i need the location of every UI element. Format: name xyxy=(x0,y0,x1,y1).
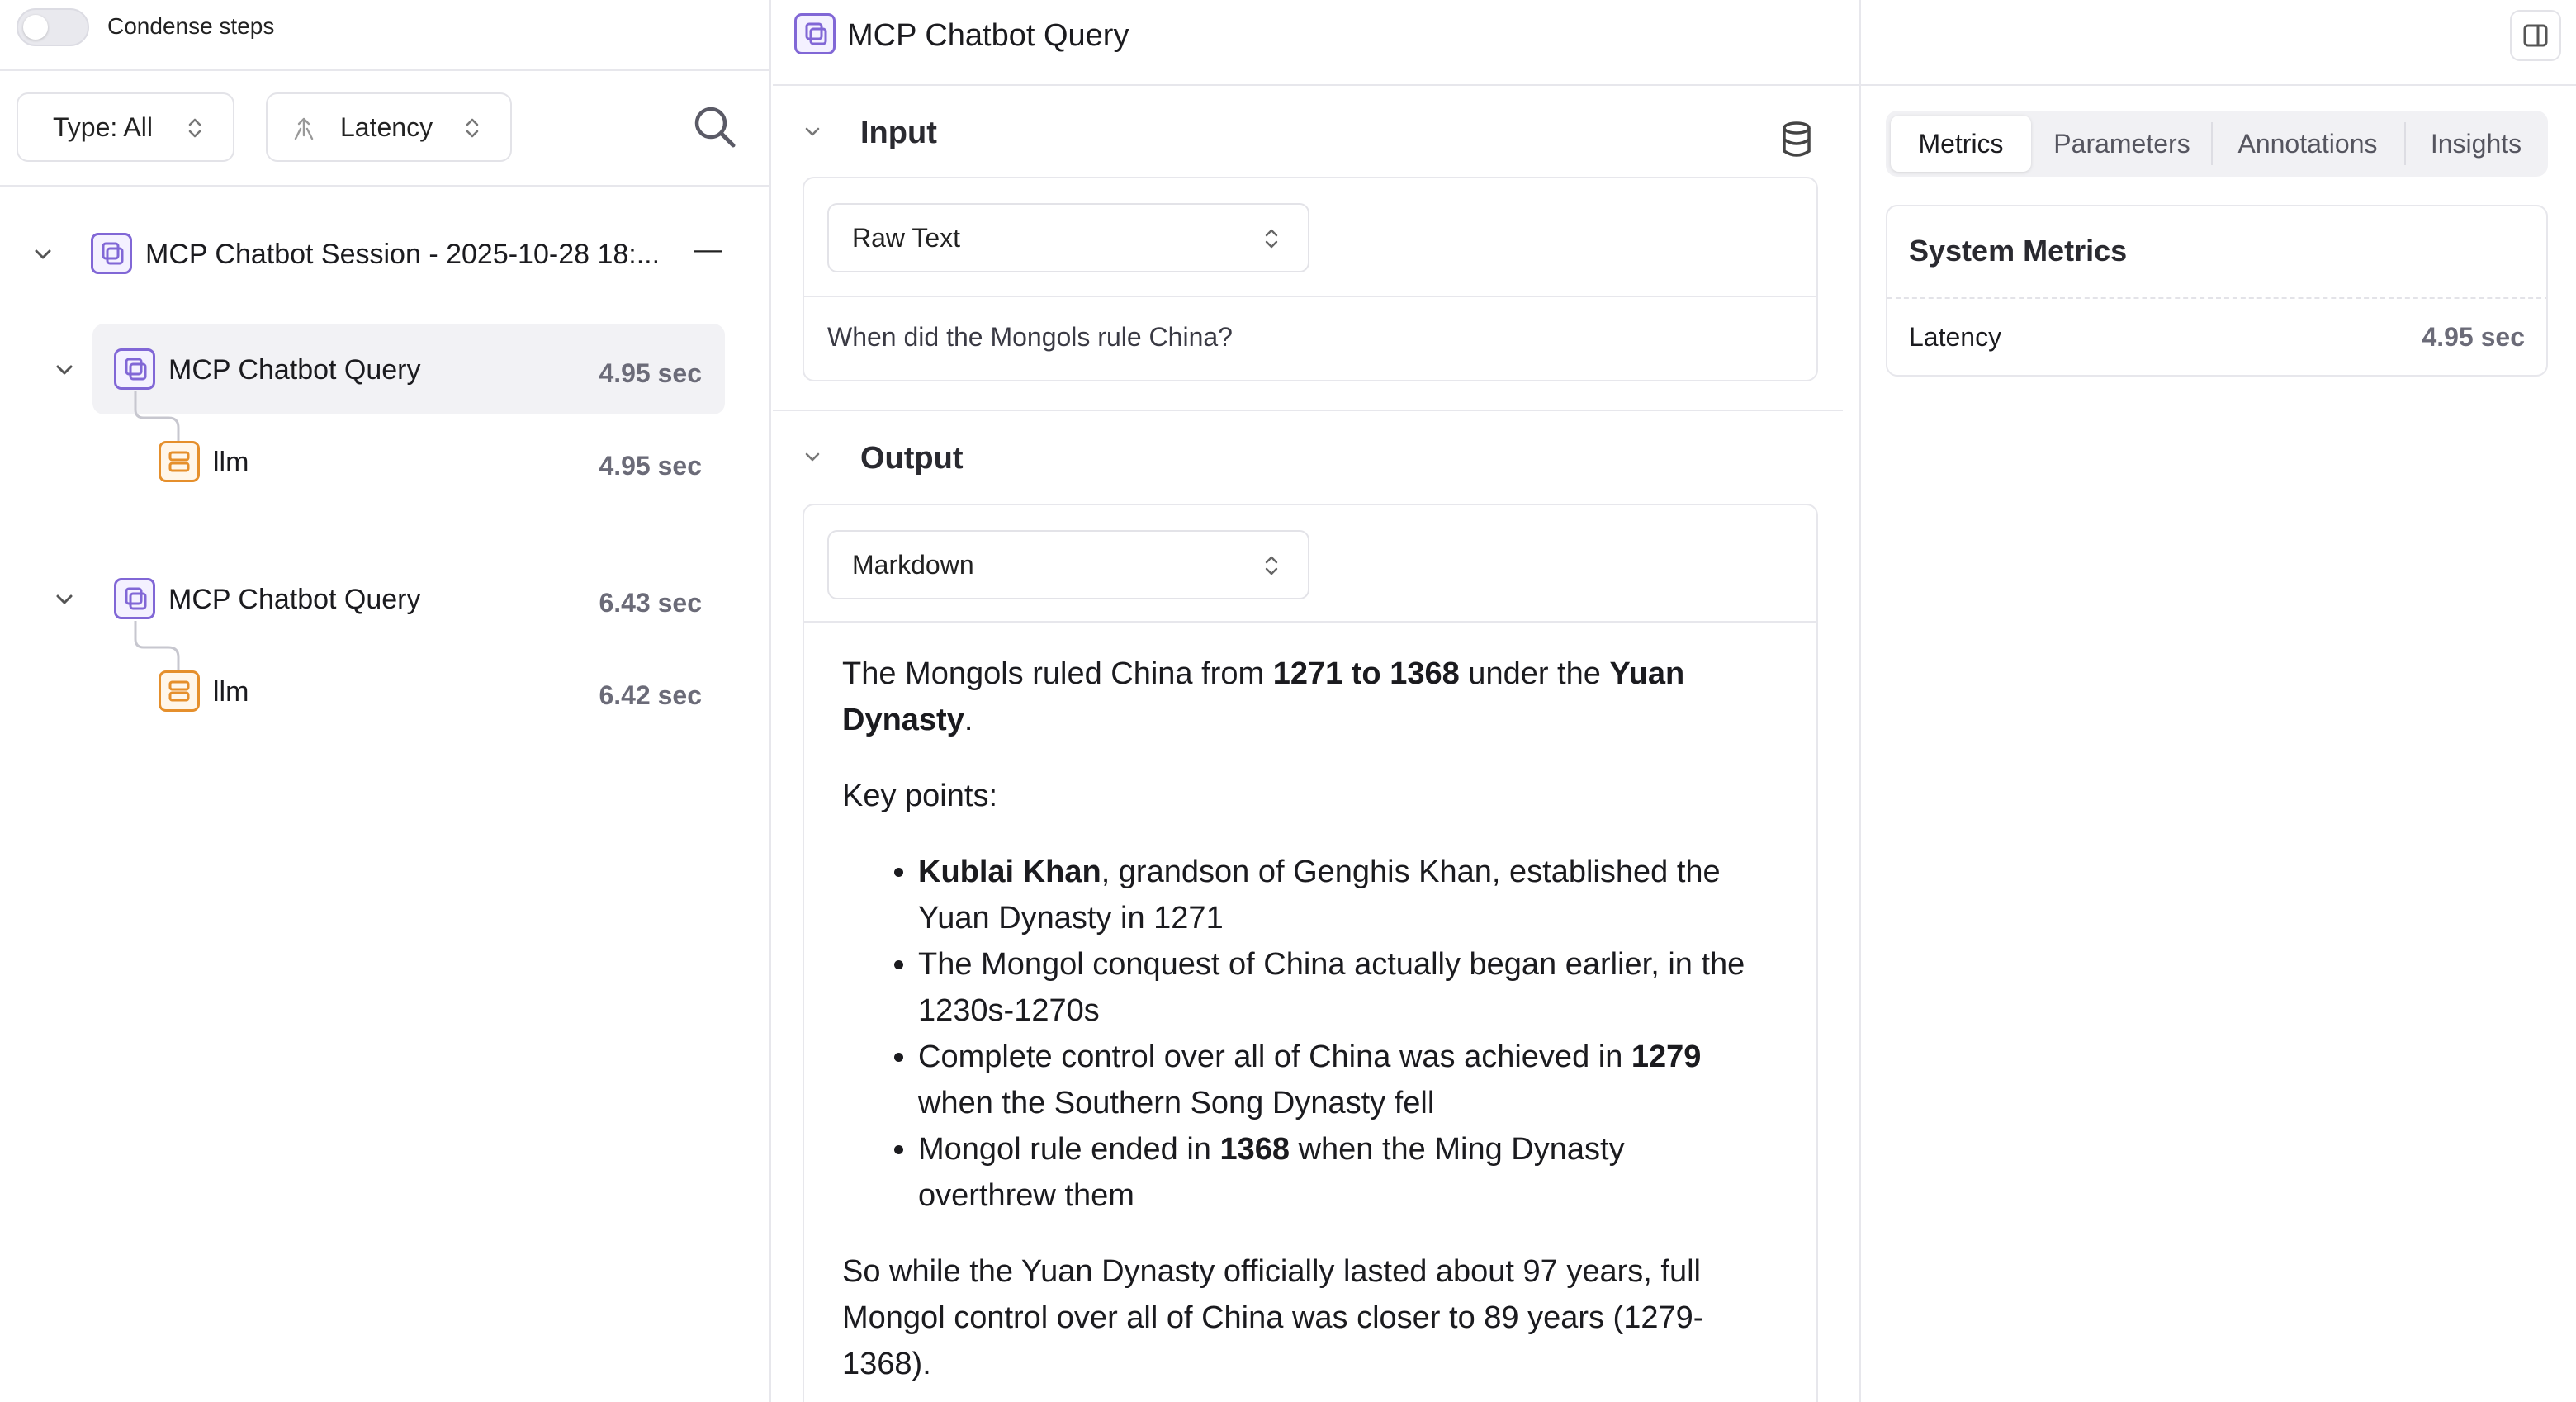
output-section-title: Output xyxy=(860,441,964,476)
database-icon[interactable] xyxy=(1780,121,1813,159)
tab-separator xyxy=(2211,122,2213,165)
condense-steps-toggle[interactable] xyxy=(17,8,89,46)
input-text: When did the Mongols rule China? xyxy=(827,322,1233,352)
tab-parameters[interactable]: Parameters xyxy=(2053,129,2190,159)
metrics-tab-bar xyxy=(1886,111,2548,177)
llm-icon xyxy=(159,441,200,482)
span-latency: 4.95 sec xyxy=(599,451,702,481)
metrics-sidebar xyxy=(1863,0,2576,1402)
search-icon[interactable] xyxy=(692,104,738,150)
input-section-title: Input xyxy=(860,116,937,150)
divider xyxy=(0,69,771,71)
chain-icon xyxy=(114,578,155,619)
latency-value: 4.95 sec xyxy=(2422,322,2525,352)
span-latency: 6.42 sec xyxy=(599,680,702,710)
chevron-up-down-icon xyxy=(464,114,481,142)
latency-label: Latency xyxy=(1909,322,2002,352)
sort-select[interactable] xyxy=(266,92,512,162)
chevron-down-icon[interactable] xyxy=(801,446,824,469)
span-title[interactable]: llm xyxy=(213,676,249,708)
tab-metrics[interactable]: Metrics xyxy=(1891,116,2031,172)
output-paragraph: So while the Yuan Dynasty officially lasted about 97 years, full Mongol control over all of China was closer to 89 years (1279-1368). xyxy=(842,1254,1704,1381)
tab-insights[interactable]: Insights xyxy=(2430,129,2522,159)
divider xyxy=(804,621,1818,623)
session-title[interactable]: MCP Chatbot Session - 2025-10-28 18:... xyxy=(145,239,661,270)
chain-icon xyxy=(114,348,155,390)
detail-panel xyxy=(773,0,1861,1402)
output-paragraph: The Mongols ruled China from 1271 to 1368 under the Yuan Dynasty. xyxy=(842,656,1685,737)
condense-steps-label: Condense steps xyxy=(107,13,275,39)
page-title: MCP Chatbot Query xyxy=(847,18,1129,53)
llm-icon xyxy=(159,670,200,712)
query-latency: 4.95 sec xyxy=(599,358,702,388)
type-filter-select[interactable] xyxy=(17,92,234,162)
sort-icon xyxy=(291,116,317,142)
sort-label: Latency xyxy=(340,111,433,142)
input-format-select[interactable] xyxy=(827,203,1309,272)
output-format-value: Markdown xyxy=(852,550,974,580)
chevron-up-down-icon xyxy=(187,114,203,142)
query-title[interactable]: MCP Chatbot Query xyxy=(168,584,421,615)
output-format-select[interactable] xyxy=(827,530,1309,599)
list-item: • Kublai Khan, grandson of Genghis Khan, established the Yuan Dynasty in 1271 xyxy=(918,849,1759,941)
toggle-knob xyxy=(23,15,48,40)
tab-separator xyxy=(2404,122,2406,165)
tab-annotations[interactable]: Annotations xyxy=(2237,129,2378,159)
chevron-down-icon[interactable] xyxy=(53,358,76,381)
chevron-up-down-icon xyxy=(1263,225,1280,253)
chain-icon xyxy=(91,233,132,274)
list-item: • Complete control over all of China was achieved in 1279 when the Southern Song Dynasty fell xyxy=(918,1034,1759,1126)
chevron-up-down-icon xyxy=(1263,552,1280,580)
divider xyxy=(0,185,771,187)
type-filter-label: Type: All xyxy=(53,111,153,142)
query-latency: 6.43 sec xyxy=(599,588,702,618)
output-bullet-list xyxy=(842,849,1759,1219)
input-format-value: Raw Text xyxy=(852,223,961,253)
span-title[interactable]: llm xyxy=(213,447,249,478)
list-item: • Mongol rule ended in 1368 when the Ming Dynasty overthrew them xyxy=(918,1126,1759,1219)
divider xyxy=(804,296,1818,297)
input-card xyxy=(803,177,1818,381)
system-metrics-card xyxy=(1886,205,2548,377)
divider xyxy=(773,410,1843,411)
query-title[interactable]: MCP Chatbot Query xyxy=(168,354,421,386)
output-markdown xyxy=(842,651,1759,1402)
trace-tree-panel xyxy=(0,0,771,1402)
system-metrics-title: System Metrics xyxy=(1909,234,2128,268)
list-item: • The Mongol conquest of China actually began earlier, in the 1230s-1270s xyxy=(918,941,1759,1034)
chevron-down-icon[interactable] xyxy=(53,588,76,611)
collapse-session-button[interactable]: — xyxy=(694,234,722,265)
divider xyxy=(1887,297,2548,299)
output-card xyxy=(803,504,1818,1402)
output-paragraph: Key points: xyxy=(842,779,997,813)
chevron-down-icon[interactable] xyxy=(31,243,54,266)
chevron-down-icon[interactable] xyxy=(801,121,824,144)
